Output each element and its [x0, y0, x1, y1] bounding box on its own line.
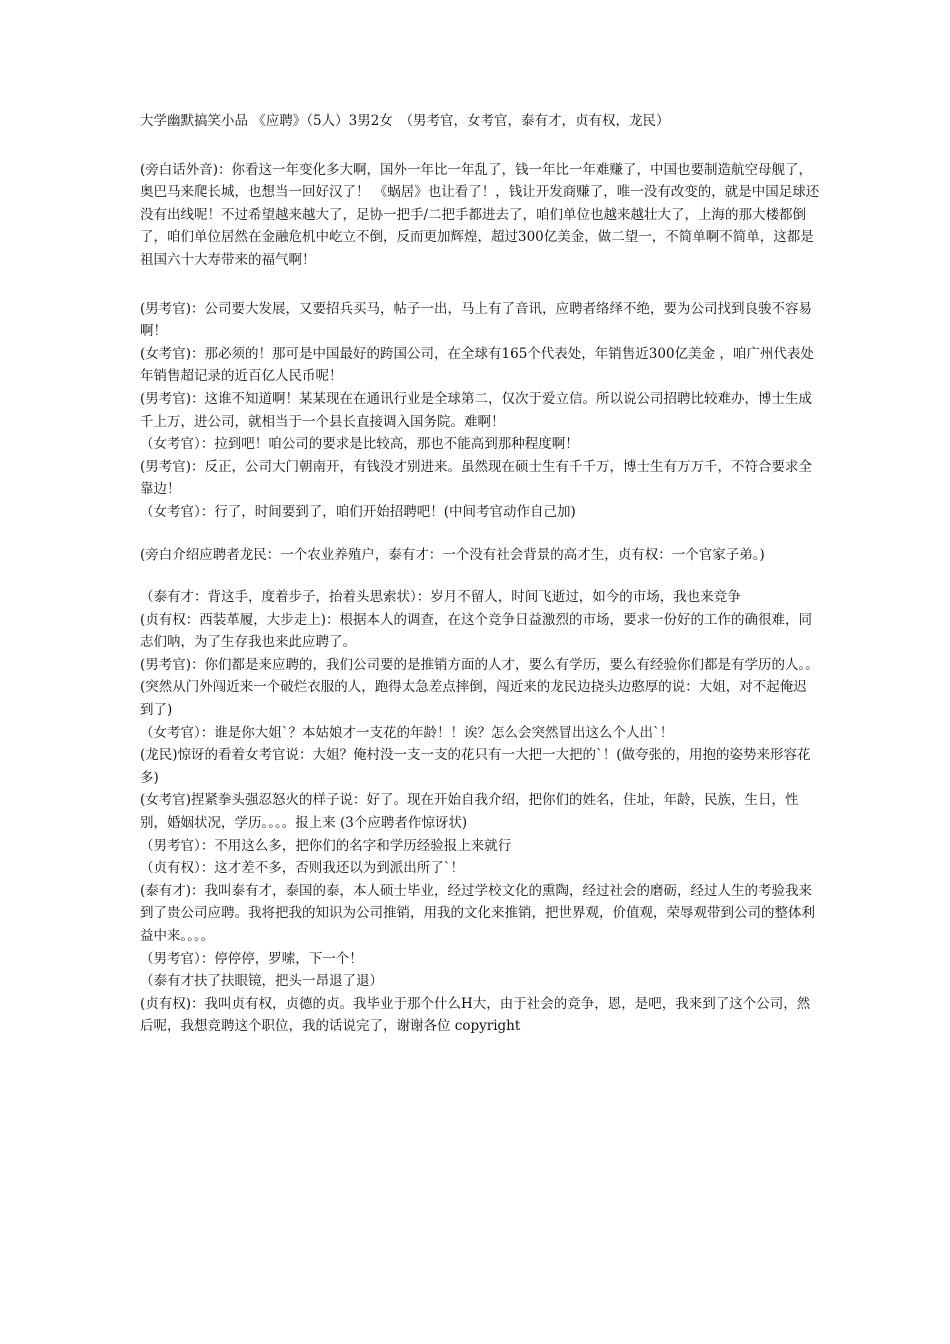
dialogue-paragraph: （女考官）：谁是你大姐`？本姑娘才一支花的年龄！！诶？怎么会突然冒出这么个人出`！: [140, 724, 674, 741]
dialogue-paragraph: (贞有权)：我叫贞有权，贞德的贞。我毕业于那个什么H大，由于社会的竞争，恩，是吧，我来到了这个公司，然后呢，我想竞聘这个职位，我的话说完了，谢谢各位 copyright: [140, 995, 811, 1035]
dialogue-paragraph: （泰有才：背这手，度着步子，抬着头思索状）：岁月不留人，时间飞逝过，如今的市场，我也来竞争: [140, 589, 741, 606]
stage-direction-paragraph: （泰有才扶了扶眼镜，把头一昂退了退）: [140, 973, 383, 990]
dialogue-paragraph: （男考官）：停停停，罗嗦，下一个！: [140, 950, 363, 967]
dialogue-paragraph: (男考官)：你们都是来应聘的，我们公司要的是推销方面的人才，要么有学历，要么有经验你们都是有学历的人。。: [140, 656, 819, 673]
dialogue-paragraph: (龙民)惊讶的看着女考官说：大姐？俺村没一支一支的花只有一大把一大把的`！(做夸张的，用抱的姿势来形容花多): [140, 747, 811, 786]
dialogue-paragraph: （男考官）：不用这么多，把你们的名字和学历经验报上来就行: [140, 837, 512, 854]
dialogue-paragraph: （女考官）：行了，时间要到了，咱们开始招聘吧！(中间考官动作自己加): [140, 503, 576, 520]
narration-paragraph: (旁白话外音)：你看这一年变化多大啊，国外一年比一年乱了，钱一年比一年难赚了，中国也要制造航空母舰了，奥巴马来爬长城，也想当一回好汉了！ 《蜗居》也让看了！，钱让开发商赚了，唯一没有改变的，就是中国足球还没有出线呢！不过希望越来越大了，足协一把手/二把手都进去了，咱们单位也越来越壮大了，上海的那大楼都倒了，咱们单位居然在金融危机中屹立不倒，反而更加辉煌，超过300亿美金，做二望一，不简单啊不简单，这都是祖国六十大寿带来的福气啊！: [140, 161, 820, 268]
dialogue-paragraph: (男考官)：公司要大发展，又要招兵买马，帖子一出，马上有了音讯，应聘者络绎不绝，要为公司找到良骏不容易啊！: [140, 300, 813, 340]
spacer: [140, 133, 820, 159]
dialogue-paragraph: (女考官)：那必须的！那可是中国最好的跨国公司，在全球有165个代表处，年销售近300亿美金 ，咱广州代表处年销售超记录的近百亿人民币呢！: [140, 345, 814, 385]
spacer: [140, 566, 820, 586]
dialogue-paragraph: (女考官)捏紧拳头强忍怒火的样子说：好了。现在开始自我介绍，把你们的姓名，住址，年龄，民族，生日，性别，婚姻状况，学历。。。。报上来 (3个应聘者作惊讶状): [140, 792, 799, 832]
dialogue-paragraph: (男考官)：反正，公司大门朝南开，有钱没才别进来。虽然现在硕士生有千千万，博士生有万万千，不符合要求全靠边！: [140, 458, 813, 498]
dialogue-paragraph: (泰有才)：我叫泰有才，泰国的泰，本人硕士毕业，经过学校文化的熏陶，经过社会的磨砺，经过人生的考验我来到了贵公司应聘。我将把我的知识为公司推销，用我的文化来推销，把世界观，价值观，荣辱观带到公司的整体利益中来。。。。: [140, 882, 815, 944]
dialogue-paragraph: （贞有权）：这才差不多，否则我还以为到派出所了`！: [140, 860, 464, 877]
dialogue-paragraph: (男考官)：这谁不知道啊！某某现在在通讯行业是全球第二，仅次于爱立信。所以说公司招聘比较难办，博士生成千上万，进公司，就相当于一个县长直接调入国务院。难啊！: [140, 390, 813, 430]
spacer: [140, 272, 820, 298]
spacer: [140, 524, 820, 544]
dialogue-paragraph: (贞有权：西装革履，大步走上)：根据本人的调查，在这个竞争日益激烈的市场，要求一份好的工作的确很难，同志们呐，为了生存我也来此应聘了。: [140, 611, 813, 651]
narration-paragraph: (旁白介绍应聘者龙民：一个农业养殖户，泰有才：一个没有社会背景的高才生，贞有权：一个官家子弟。): [140, 546, 765, 563]
document-body: [140, 110, 820, 1038]
title-line: 大学幽默搞笑小品 《应聘》（5人）3男2女 （男考官，女考官，泰有才，贞有权，龙民）: [140, 113, 670, 129]
stage-direction-paragraph: (突然从门外闯近来一个破烂衣服的人，跑得太急差点摔倒，闯近来的龙民边挠头边憨厚的说：大姐，对不起俺迟到了): [140, 679, 807, 719]
dialogue-paragraph: （女考官）：拉到吧！咱公司的要求是比较高，那也不能高到那种程度啊！: [140, 436, 579, 453]
